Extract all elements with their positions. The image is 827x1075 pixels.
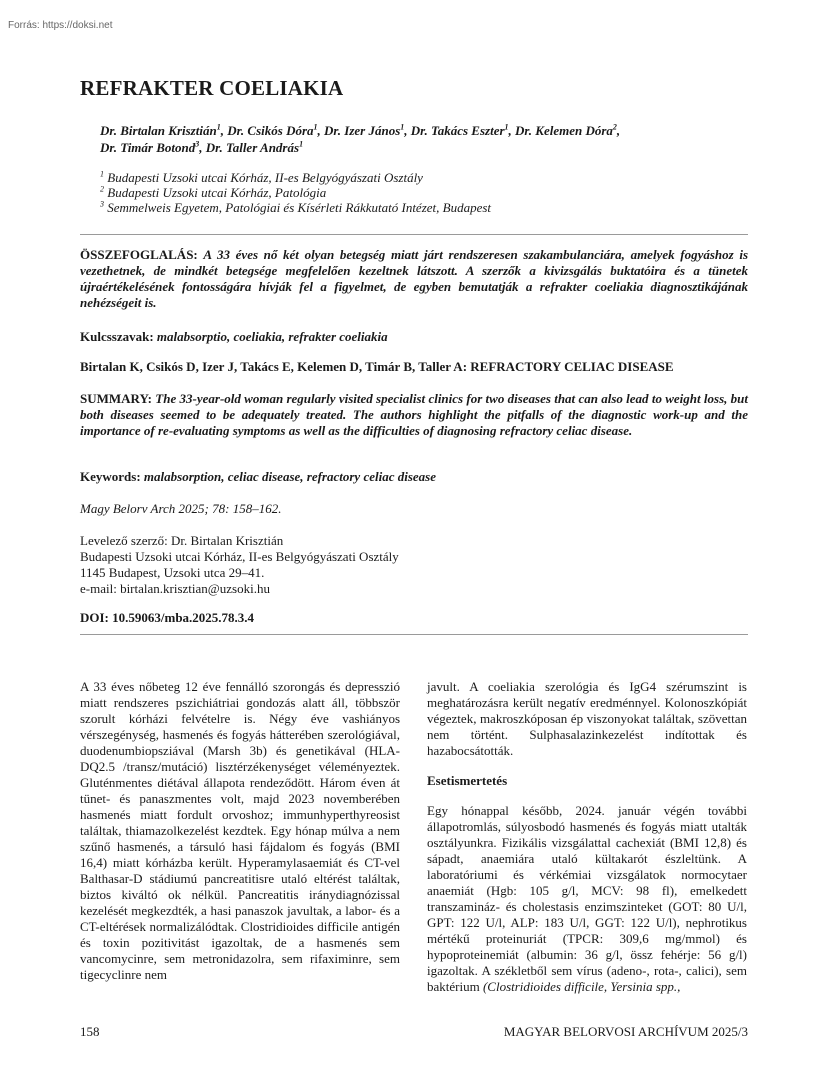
author: Dr. Takács Eszter$^1$, <box>410 122 516 138</box>
affiliation: $^1$ Budapesti Uzsoki utcai Kórház, II-es Belgyógyászati Osztály <box>100 169 423 185</box>
section-title: Esetismertetés <box>427 773 508 788</box>
journal-footer: MAGYAR BELORVOSI ARCHÍVUM 2025/3 <box>503 1024 748 1039</box>
body-column-left <box>80 679 400 983</box>
summary-text: The 33-year-old woman regularly visited specialist clinics for two diseases that can also lead to weight loss, but both diseases seemed to be adequately treated. The authors highlight the pitfalls of the diagnostic work-up and the importance of re-evaluating symptoms as well as the difficulties of diagnosing refractory celiac disease. <box>80 391 748 438</box>
keywords-en: Keywords: malabsorption, celiac disease, refractory celiac disease <box>80 469 437 484</box>
author: Dr. Taller András$^1$ <box>205 139 304 155</box>
author: Dr. Birtalan Krisztián$^1$, <box>100 122 228 138</box>
abstract-label: ÖSSZEFOGLALÁS: <box>80 247 198 262</box>
author: Dr. Timár Botond$^3$, <box>100 139 206 155</box>
summary-en <box>80 391 748 439</box>
summary-label: SUMMARY: <box>80 391 153 406</box>
keywords-hu: Kulcsszavak: malabsorptio, coeliakia, refrakter coeliakia <box>80 329 388 344</box>
body-paragraph: Egy hónappal később, 2024. január végén további állapotromlás, súlyosbodó hasmenés és fogyás miatt utalták osztályunkra. Fizikális vizsgálattal cachexiát (BMI 12,8) és sápadt, anaemiára utaló kültakarót észleltünk. A laboratóriumi és vérkémiai vizsgálatok normocytaer anaemiát (Hgb: 105 g/l, MCV: 98 fl), emelkedett transzamináz- és cholestasis enzimszinteket (GOT: 80 U/l, GPT: 122 U/l, ALP: 183 U/l, GGT: 122 U/l), nephrotikus mértékű proteinuriát (TPCR: 309,6 mg/mmol) és hypoproteinemiát (albumin: 36 g/l, össz fehérje: 56 g/l) igazoltak. A székletből sem vírus (adeno-, rota-, calici), sem baktérium (Clostridioides difficile, Yersinia spp., <box>427 803 747 994</box>
english-citation: Birtalan K, Csikós D, Izer J, Takács E, Kelemen D, Timár B, Taller A: REFRACTORY CELIAC DISEASE <box>80 359 674 374</box>
affiliation: $^3$ Semmelweis Egyetem, Patológiai és Kísérleti Rákkutató Intézet, Budapest <box>100 199 492 215</box>
author: Dr. Kelemen Dóra$^2$, <box>515 122 621 138</box>
article-title: REFRAKTER COELIAKIA <box>80 76 344 100</box>
divider <box>80 234 748 235</box>
journal-reference: Magy Belorv Arch 2025; 78: 158–162. <box>80 501 282 516</box>
body-paragraph: A 33 éves nőbeteg 12 éve fennálló szorongás és depresszió miatt rendszeres pszichiátriai gondozás alatt áll, többször szorult kórházi felvételre is. Négy éve vashiányos vérszegénység, hasmenés és fogyás hátterében szerológiával, duodenumbiopsziával (Marsh 3b) és genetikával (HLA-DQ2.5 /transz/mutáció) lisztérzékenységet véleményeztek. Gluténmentes diétával állapota rendeződött. Három éven át tünet- és panaszmentes volt, majd 2023 novemberében hasmenés miatt fordult orvoshoz; immunhyperthyreosist találtak, thiamazolkezelést kezdtek. Egy hónap múlva a nem szűnő hasmenés, a társuló hasi fájdalom és fogyás (BMI 16,4) miatt kórházba került. Hyperamylasaemiát és CT-vel Balthasar-D stádiumú pancreatitisre utaló eltérést találtak, biztos kiváltó ok nélkül. Pancreatitis iránydiagnózissal kezelését megkezdték, a hasi panaszok javultak, a labor- és a CT-eltérések normalizálódtak. Clostridioides difficile antigén és toxin pozitivitást igazoltak, de a hasmenés sem vancomycinre, sem metronidazolra, sem rifaximinre, sem tigecyclinre nem <box>80 679 400 982</box>
source-label: Forrás: https://doksi.net <box>8 20 113 31</box>
abstract-text: A 33 éves nő két olyan betegség miatt járt rendszeresen szakambulanciára, amelyek fogyáshoz is vezethetnek, de mindkét betegsége megfelelően kezeltnek látszott. A szerzők a kivizsgálás buktatóira és a tünetek újraértékelésének fontosságára hívják fel a figyelmet, de egyben bemutatják a refrakter coeliakia diagnosztikájának nehézségeit is. <box>80 247 749 310</box>
abstract-hu <box>80 247 748 311</box>
divider <box>80 634 748 635</box>
page-number: 158 <box>80 1024 100 1039</box>
affiliation: $^2$ Budapesti Uzsoki utcai Kórház, Patológia <box>100 184 327 200</box>
author: Dr. Izer János$^1$, <box>324 122 411 138</box>
author: Dr. Csikós Dóra$^1$, <box>227 122 325 138</box>
correspondence: Levelező szerző: Dr. Birtalan Krisztián Budapesti Uzsoki utcai Kórház, II-es Belgyógyászati Osztály 1145 Budapest, Uzsoki utca 29–41. e-mail: birtalan.krisztian@uzsoki.hu <box>80 533 748 597</box>
author-list <box>100 122 740 156</box>
body-column-right <box>427 679 747 995</box>
doi: DOI: 10.59063/mba.2025.78.3.4 <box>80 610 255 625</box>
email: e-mail: birtalan.krisztian@uzsoki.hu <box>80 581 270 596</box>
body-paragraph: javult. A coeliakia szerológia és IgG4 szérumszint is meghatározásra került negatív eredménnyel. Kolonoszkópiát végeztek, makroszkóposan ép viszonyokat találtak, szövettan nem történt. Sulphasalazinkezelést indítottak és hazabocsátották. <box>427 679 747 758</box>
affiliation-list <box>100 170 740 215</box>
